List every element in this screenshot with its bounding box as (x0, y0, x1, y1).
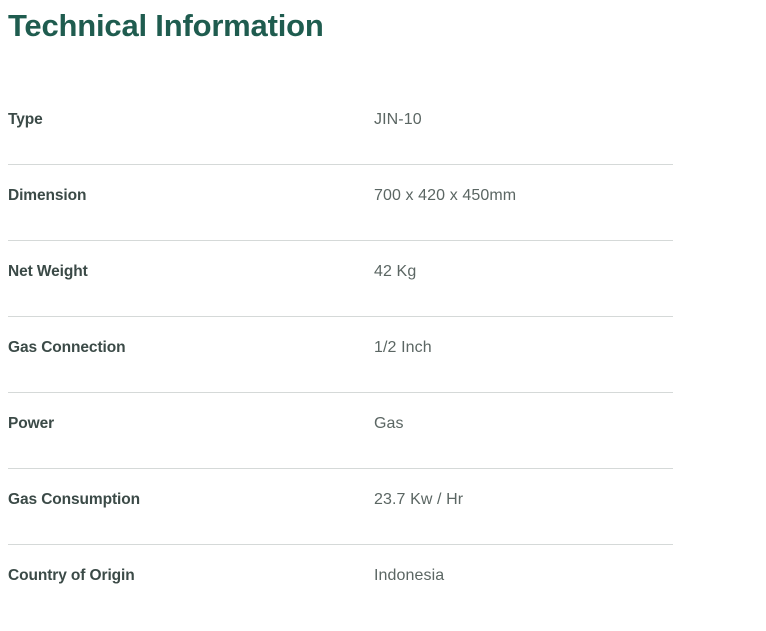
specification-table (8, 89, 673, 621)
spec-value: Gas (374, 415, 404, 432)
spec-value: 1/2 Inch (374, 339, 432, 356)
table-row (8, 317, 673, 393)
table-row (8, 241, 673, 317)
spec-label: Country of Origin (8, 567, 135, 584)
table-row (8, 393, 673, 469)
spec-value: 42 Kg (374, 263, 417, 280)
spec-label: Gas Connection (8, 339, 126, 356)
table-row (8, 165, 673, 241)
table-row (8, 469, 673, 545)
page-title: Technical Information (8, 8, 324, 43)
spec-value: 700 x 420 x 450mm (374, 187, 517, 204)
spec-label: Type (8, 111, 43, 128)
table-row (8, 545, 673, 621)
table-row (8, 89, 673, 165)
spec-label: Net Weight (8, 263, 88, 280)
spec-value: Indonesia (374, 567, 445, 584)
spec-value: 23.7 Kw / Hr (374, 491, 464, 508)
spec-label: Gas Consumption (8, 491, 140, 508)
spec-value: JIN-10 (374, 111, 422, 128)
spec-label: Dimension (8, 187, 87, 204)
spec-label: Power (8, 415, 55, 432)
